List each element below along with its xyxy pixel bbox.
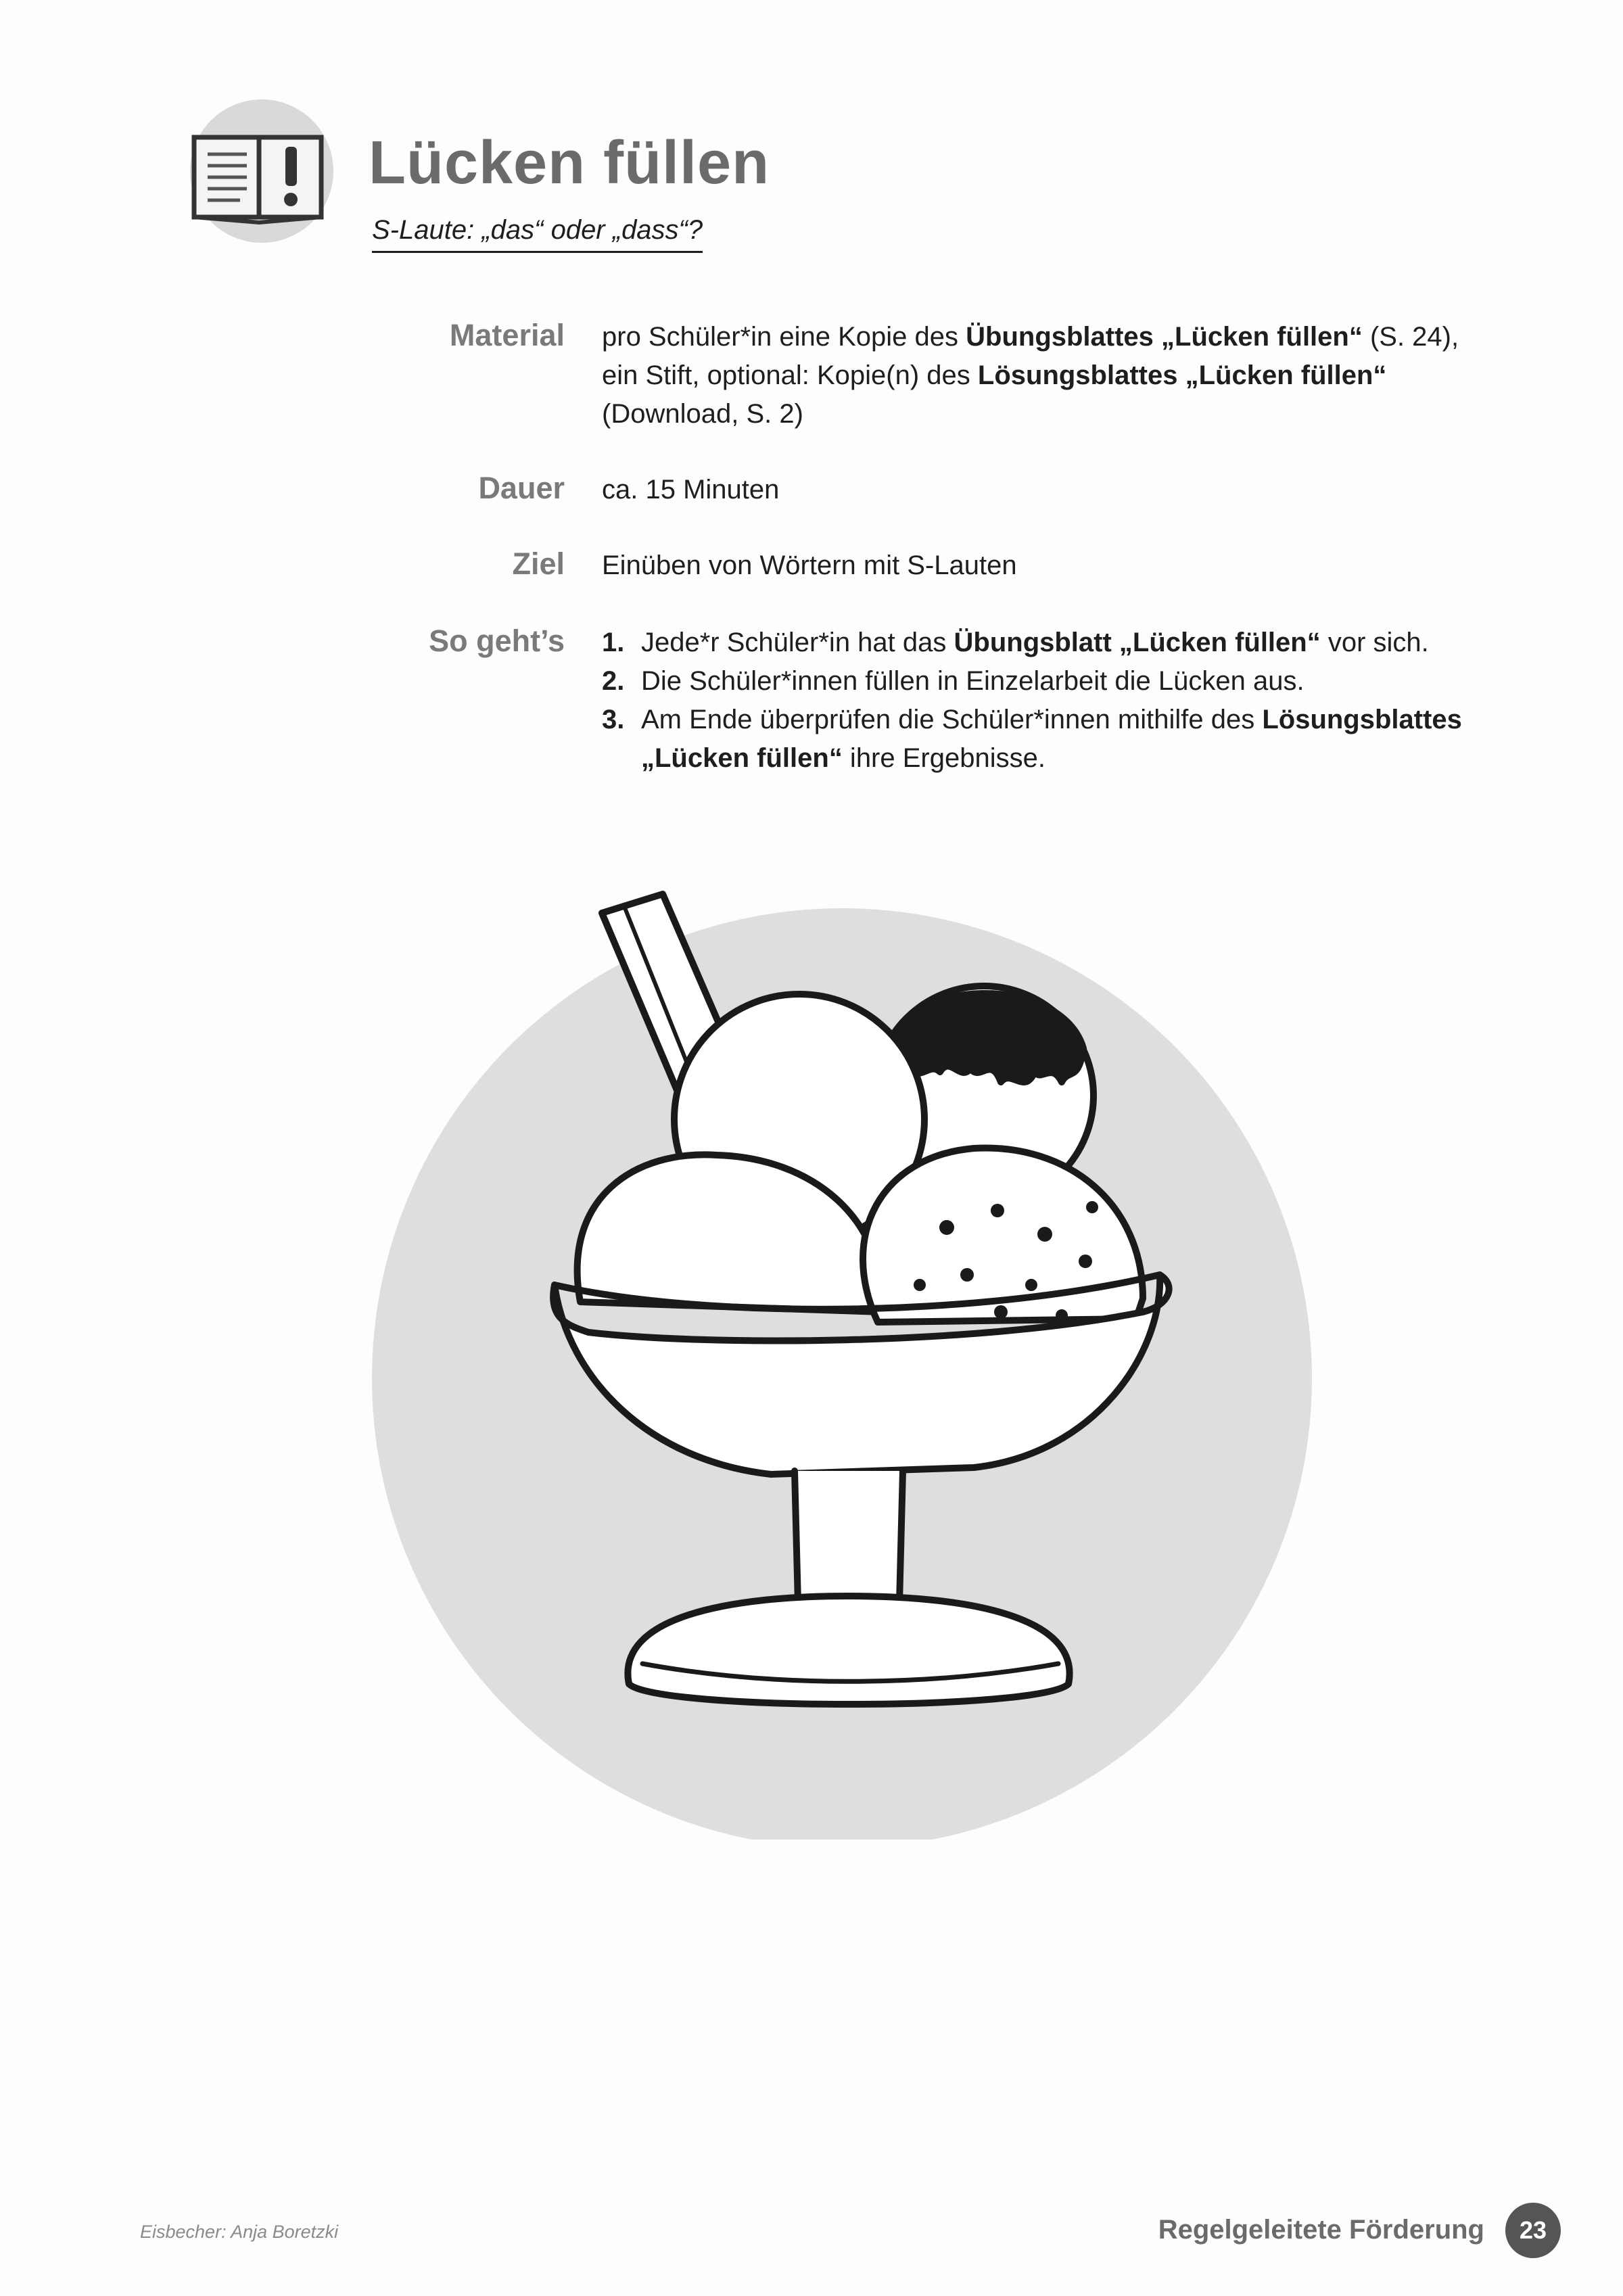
dauer-label: Dauer [478, 471, 565, 505]
open-book-exclamation-icon [186, 97, 335, 245]
material-part: (S. 24), ein Stift, optional: Kopie(n) des [602, 322, 1459, 390]
step-item [602, 662, 1501, 701]
page-subtitle: S-Laute: „das“ oder „dass“? [372, 215, 703, 253]
so-gehts-label: So geht’s [429, 624, 565, 658]
ziel-label: Ziel [512, 546, 565, 581]
material-part: pro Schüler*in eine Kopie des [602, 322, 966, 352]
step-number: 3. [602, 705, 625, 734]
step-part-bold: Lösungsblattes „Lücken füllen“ [641, 705, 1462, 773]
footer-section-name: Regelgeleitete Förderung [1158, 2215, 1484, 2245]
step-item [602, 624, 1501, 662]
step-number: 2. [602, 666, 625, 696]
step-item [602, 701, 1501, 778]
step-part: Jede*r Schüler*in hat das [641, 628, 954, 657]
material-label: Material [449, 318, 565, 352]
material-part-bold: Lösungsblattes „Lücken füllen“ [977, 360, 1387, 390]
ice-cream-sundae-illustration [365, 879, 1319, 1840]
steps-block [602, 624, 1501, 778]
material-part-bold: Übungsblattes „Lücken füllen“ [966, 322, 1363, 352]
sundae-stem [795, 1471, 903, 1603]
dauer-text: ca. 15 Minuten [602, 475, 780, 505]
page-number-badge: 23 [1505, 2203, 1561, 2258]
steps-list [602, 624, 1501, 778]
sundae-foot [628, 1596, 1069, 1704]
step-part-bold: Übungsblatt „Lücken füllen“ [954, 628, 1321, 657]
step-number: 1. [602, 628, 625, 657]
page-title: Lücken füllen [369, 129, 770, 197]
ziel-text: Einüben von Wörtern mit S-Lauten [602, 550, 1017, 580]
step-part: ihre Ergebnisse. [842, 743, 1045, 773]
material-part: (Download, S. 2) [602, 399, 803, 429]
step-part: vor sich. [1320, 628, 1429, 657]
material-text [602, 318, 1501, 434]
step-part: Die Schüler*innen füllen in Einzelarbeit die Lücken aus. [641, 666, 1304, 696]
illustration-credit: Eisbecher: Anja Boretzki [140, 2222, 339, 2242]
step-part: Am Ende überprüfen die Schüler*innen mithilfe des [641, 705, 1263, 734]
